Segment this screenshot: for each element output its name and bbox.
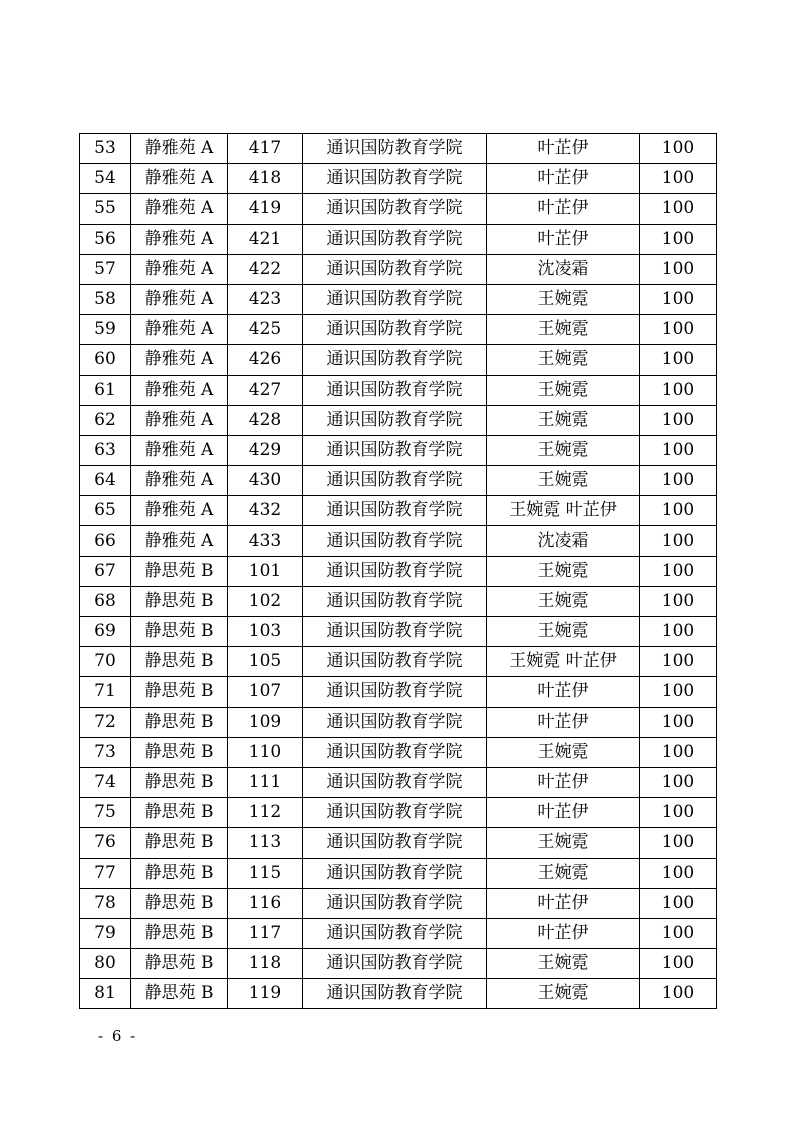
room-number-cell: 433 — [228, 526, 303, 556]
score-cell: 100 — [640, 315, 717, 345]
inspector-cell: 王婉霓 — [487, 828, 640, 858]
table-row — [80, 134, 717, 164]
inspector-cell: 叶芷伊 — [487, 918, 640, 948]
inspector-cell: 王婉霓 — [487, 315, 640, 345]
room-number-cell: 113 — [228, 828, 303, 858]
inspector-cell: 叶芷伊 — [487, 134, 640, 164]
score-cell: 100 — [640, 798, 717, 828]
inspector-cell: 沈凌霜 — [487, 254, 640, 284]
score-cell: 100 — [640, 888, 717, 918]
inspector-cell: 叶芷伊 — [487, 767, 640, 797]
table-row — [80, 466, 717, 496]
college-cell: 通识国防教育学院 — [303, 254, 487, 284]
table-row — [80, 284, 717, 314]
row-index-cell: 81 — [80, 979, 131, 1009]
room-number-cell: 417 — [228, 134, 303, 164]
building-cell: 静雅苑 A — [131, 405, 228, 435]
college-cell: 通识国防教育学院 — [303, 496, 487, 526]
score-cell: 100 — [640, 617, 717, 647]
inspector-cell: 叶芷伊 — [487, 164, 640, 194]
score-cell: 100 — [640, 677, 717, 707]
inspector-cell: 王婉霓 — [487, 284, 640, 314]
table-row — [80, 435, 717, 465]
college-cell: 通识国防教育学院 — [303, 979, 487, 1009]
row-index-cell: 80 — [80, 949, 131, 979]
row-index-cell: 72 — [80, 707, 131, 737]
building-cell: 静雅苑 A — [131, 164, 228, 194]
table-row — [80, 496, 717, 526]
inspector-cell: 王婉霓 — [487, 375, 640, 405]
college-cell: 通识国防教育学院 — [303, 737, 487, 767]
inspector-cell: 王婉霓 — [487, 617, 640, 647]
inspector-cell: 王婉霓 — [487, 979, 640, 1009]
room-number-cell: 115 — [228, 858, 303, 888]
room-number-cell: 105 — [228, 647, 303, 677]
room-number-cell: 427 — [228, 375, 303, 405]
row-index-cell: 66 — [80, 526, 131, 556]
table-body — [80, 134, 717, 1009]
college-cell: 通识国防教育学院 — [303, 858, 487, 888]
score-cell: 100 — [640, 134, 717, 164]
inspector-cell: 王婉霓 — [487, 435, 640, 465]
score-cell: 100 — [640, 556, 717, 586]
college-cell: 通识国防教育学院 — [303, 405, 487, 435]
row-index-cell: 62 — [80, 405, 131, 435]
row-index-cell: 74 — [80, 767, 131, 797]
row-index-cell: 57 — [80, 254, 131, 284]
room-number-cell: 430 — [228, 466, 303, 496]
room-number-cell: 119 — [228, 979, 303, 1009]
row-index-cell: 56 — [80, 224, 131, 254]
room-number-cell: 432 — [228, 496, 303, 526]
inspector-cell: 叶芷伊 — [487, 224, 640, 254]
score-cell: 100 — [640, 979, 717, 1009]
table-row — [80, 888, 717, 918]
row-index-cell: 58 — [80, 284, 131, 314]
score-cell: 100 — [640, 707, 717, 737]
score-cell: 100 — [640, 284, 717, 314]
row-index-cell: 68 — [80, 586, 131, 616]
table-row — [80, 798, 717, 828]
row-index-cell: 53 — [80, 134, 131, 164]
table-row — [80, 828, 717, 858]
building-cell: 静思苑 B — [131, 828, 228, 858]
building-cell: 静雅苑 A — [131, 315, 228, 345]
page-number: - 6 - — [98, 1027, 138, 1045]
score-cell: 100 — [640, 345, 717, 375]
room-number-cell: 418 — [228, 164, 303, 194]
table-row — [80, 918, 717, 948]
room-number-cell: 111 — [228, 767, 303, 797]
table-row — [80, 315, 717, 345]
table-row — [80, 194, 717, 224]
table-row — [80, 767, 717, 797]
score-cell: 100 — [640, 949, 717, 979]
inspector-cell: 王婉霓 — [487, 556, 640, 586]
college-cell: 通识国防教育学院 — [303, 345, 487, 375]
building-cell: 静雅苑 A — [131, 224, 228, 254]
building-cell: 静思苑 B — [131, 858, 228, 888]
score-cell: 100 — [640, 164, 717, 194]
score-cell: 100 — [640, 767, 717, 797]
row-index-cell: 54 — [80, 164, 131, 194]
building-cell: 静思苑 B — [131, 677, 228, 707]
inspector-cell: 叶芷伊 — [487, 194, 640, 224]
score-cell: 100 — [640, 647, 717, 677]
row-index-cell: 63 — [80, 435, 131, 465]
inspector-cell: 王婉霓 叶芷伊 — [487, 496, 640, 526]
building-cell: 静思苑 B — [131, 617, 228, 647]
room-number-cell: 426 — [228, 345, 303, 375]
college-cell: 通识国防教育学院 — [303, 435, 487, 465]
college-cell: 通识国防教育学院 — [303, 134, 487, 164]
college-cell: 通识国防教育学院 — [303, 707, 487, 737]
row-index-cell: 59 — [80, 315, 131, 345]
college-cell: 通识国防教育学院 — [303, 164, 487, 194]
building-cell: 静思苑 B — [131, 767, 228, 797]
table-row — [80, 375, 717, 405]
room-number-cell: 112 — [228, 798, 303, 828]
row-index-cell: 64 — [80, 466, 131, 496]
row-index-cell: 65 — [80, 496, 131, 526]
score-cell: 100 — [640, 858, 717, 888]
college-cell: 通识国防教育学院 — [303, 586, 487, 616]
college-cell: 通识国防教育学院 — [303, 375, 487, 405]
college-cell: 通识国防教育学院 — [303, 466, 487, 496]
score-cell: 100 — [640, 435, 717, 465]
table-row — [80, 707, 717, 737]
room-number-cell: 118 — [228, 949, 303, 979]
room-number-cell: 103 — [228, 617, 303, 647]
building-cell: 静思苑 B — [131, 798, 228, 828]
college-cell: 通识国防教育学院 — [303, 888, 487, 918]
college-cell: 通识国防教育学院 — [303, 677, 487, 707]
score-cell: 100 — [640, 375, 717, 405]
score-cell: 100 — [640, 254, 717, 284]
college-cell: 通识国防教育学院 — [303, 617, 487, 647]
college-cell: 通识国防教育学院 — [303, 526, 487, 556]
building-cell: 静思苑 B — [131, 979, 228, 1009]
room-number-cell: 419 — [228, 194, 303, 224]
building-cell: 静思苑 B — [131, 647, 228, 677]
row-index-cell: 75 — [80, 798, 131, 828]
inspector-cell: 叶芷伊 — [487, 798, 640, 828]
row-index-cell: 67 — [80, 556, 131, 586]
college-cell: 通识国防教育学院 — [303, 767, 487, 797]
college-cell: 通识国防教育学院 — [303, 647, 487, 677]
row-index-cell: 60 — [80, 345, 131, 375]
score-cell: 100 — [640, 405, 717, 435]
building-cell: 静思苑 B — [131, 737, 228, 767]
building-cell: 静思苑 B — [131, 586, 228, 616]
score-cell: 100 — [640, 526, 717, 556]
room-number-cell: 423 — [228, 284, 303, 314]
college-cell: 通识国防教育学院 — [303, 556, 487, 586]
college-cell: 通识国防教育学院 — [303, 315, 487, 345]
inspector-cell: 王婉霓 — [487, 858, 640, 888]
table-row — [80, 345, 717, 375]
table-row — [80, 737, 717, 767]
score-cell: 100 — [640, 466, 717, 496]
inspector-cell: 王婉霓 — [487, 345, 640, 375]
room-number-cell: 109 — [228, 707, 303, 737]
score-cell: 100 — [640, 918, 717, 948]
room-number-cell: 101 — [228, 556, 303, 586]
score-cell: 100 — [640, 496, 717, 526]
table-row — [80, 979, 717, 1009]
room-number-cell: 107 — [228, 677, 303, 707]
score-cell: 100 — [640, 586, 717, 616]
inspector-cell: 叶芷伊 — [487, 677, 640, 707]
inspector-cell: 王婉霓 — [487, 586, 640, 616]
row-index-cell: 71 — [80, 677, 131, 707]
college-cell: 通识国防教育学院 — [303, 949, 487, 979]
inspector-cell: 叶芷伊 — [487, 888, 640, 918]
room-number-cell: 428 — [228, 405, 303, 435]
score-cell: 100 — [640, 194, 717, 224]
inspector-cell: 王婉霓 — [487, 405, 640, 435]
building-cell: 静雅苑 A — [131, 466, 228, 496]
building-cell: 静思苑 B — [131, 556, 228, 586]
building-cell: 静雅苑 A — [131, 134, 228, 164]
table-row — [80, 858, 717, 888]
room-number-cell: 117 — [228, 918, 303, 948]
college-cell: 通识国防教育学院 — [303, 194, 487, 224]
score-cell: 100 — [640, 224, 717, 254]
inspector-cell: 沈凌霜 — [487, 526, 640, 556]
dormitory-score-table — [79, 133, 717, 1009]
row-index-cell: 55 — [80, 194, 131, 224]
score-cell: 100 — [640, 737, 717, 767]
table-row — [80, 254, 717, 284]
table-row — [80, 405, 717, 435]
inspector-cell: 王婉霓 — [487, 949, 640, 979]
building-cell: 静雅苑 A — [131, 284, 228, 314]
building-cell: 静思苑 B — [131, 707, 228, 737]
building-cell: 静雅苑 A — [131, 526, 228, 556]
room-number-cell: 102 — [228, 586, 303, 616]
inspector-cell: 王婉霓 — [487, 737, 640, 767]
room-number-cell: 425 — [228, 315, 303, 345]
table-row — [80, 617, 717, 647]
building-cell: 静雅苑 A — [131, 435, 228, 465]
table-row — [80, 224, 717, 254]
inspector-cell: 叶芷伊 — [487, 707, 640, 737]
building-cell: 静雅苑 A — [131, 375, 228, 405]
table-row — [80, 556, 717, 586]
college-cell: 通识国防教育学院 — [303, 224, 487, 254]
college-cell: 通识国防教育学院 — [303, 284, 487, 314]
row-index-cell: 78 — [80, 888, 131, 918]
building-cell: 静思苑 B — [131, 949, 228, 979]
building-cell: 静雅苑 A — [131, 194, 228, 224]
row-index-cell: 73 — [80, 737, 131, 767]
inspector-cell: 王婉霓 叶芷伊 — [487, 647, 640, 677]
row-index-cell: 61 — [80, 375, 131, 405]
room-number-cell: 110 — [228, 737, 303, 767]
building-cell: 静雅苑 A — [131, 345, 228, 375]
building-cell: 静雅苑 A — [131, 496, 228, 526]
row-index-cell: 79 — [80, 918, 131, 948]
room-number-cell: 116 — [228, 888, 303, 918]
room-number-cell: 429 — [228, 435, 303, 465]
row-index-cell: 76 — [80, 828, 131, 858]
table-row — [80, 677, 717, 707]
building-cell: 静思苑 B — [131, 888, 228, 918]
table-row — [80, 647, 717, 677]
college-cell: 通识国防教育学院 — [303, 798, 487, 828]
table-row — [80, 586, 717, 616]
row-index-cell: 77 — [80, 858, 131, 888]
room-number-cell: 422 — [228, 254, 303, 284]
building-cell: 静思苑 B — [131, 918, 228, 948]
building-cell: 静雅苑 A — [131, 254, 228, 284]
row-index-cell: 70 — [80, 647, 131, 677]
table-row — [80, 164, 717, 194]
table-row — [80, 949, 717, 979]
score-cell: 100 — [640, 828, 717, 858]
room-number-cell: 421 — [228, 224, 303, 254]
inspector-cell: 王婉霓 — [487, 466, 640, 496]
row-index-cell: 69 — [80, 617, 131, 647]
college-cell: 通识国防教育学院 — [303, 918, 487, 948]
table-row — [80, 526, 717, 556]
college-cell: 通识国防教育学院 — [303, 828, 487, 858]
